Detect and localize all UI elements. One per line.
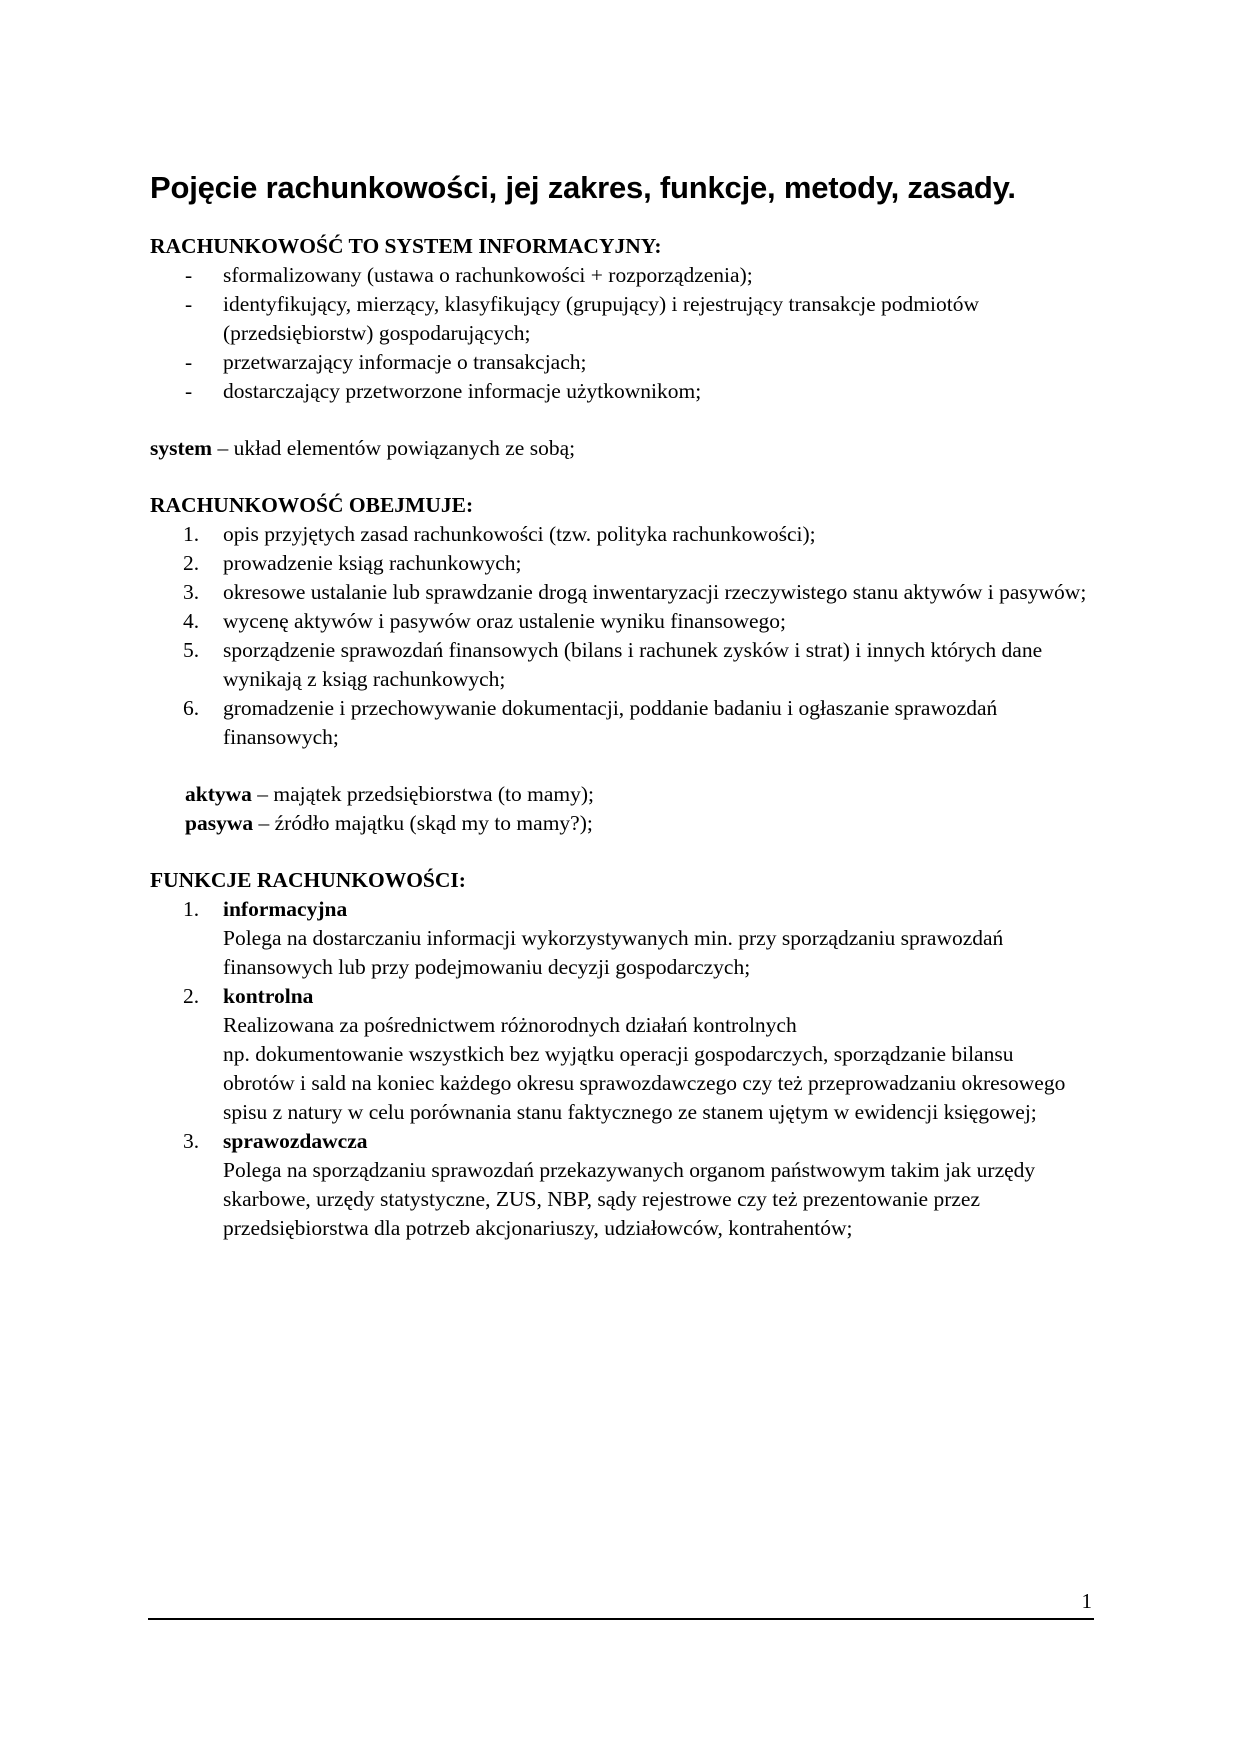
footer-divider [148, 1618, 1094, 1620]
document-body [150, 168, 1090, 1243]
function-description-line: Realizowana za pośrednictwem różnorodnych działań kontrolnych [223, 1013, 797, 1037]
function-description: Polega na dostarczaniu informacji wykorzystywanych min. przy sporządzaniu sprawozdań finansowych lub przy podejmowaniu decyzji gospodarczych; [223, 926, 1004, 979]
section-heading-functions: FUNKCJE RACHUNKOWOŚCI: [150, 868, 466, 892]
list-item: - identyfikujący, mierzący, klasyfikujący (grupujący) i rejestrujący transakcje podmiotów (przedsiębiorstw) gospodarujących; [185, 292, 979, 345]
function-name: informacyjna [223, 897, 348, 921]
list-item: 5. sporządzenie sprawozdań finansowych (bilans i rachunek zysków i strat) i innych których dane wynikają z ksiąg rachunkowych; [183, 638, 1043, 691]
list-item: 1. informacyjna Polega na dostarczaniu informacji wykorzystywanych min. przy sporządzaniu sprawozdań finansowych lub przy podejmowaniu decyzji gospodarczych; [183, 897, 1004, 979]
list-item: 3. sprawozdawcza Polega na sporządzaniu sprawozdań przekazywanych organom państwowym takim jak urzędy skarbowe, urzędy statystyczne, ZUS, NBP, sądy rejestrowe czy też prezentowanie przez przedsiębiorstwa dla potrzeb akcjonariuszy, udziałowców, kontrahentów; [183, 1129, 1036, 1240]
pasywa-definition: pasywa – źródło majątku (skąd my to mamy?); [185, 811, 593, 835]
function-description: np. dokumentowanie wszystkich bez wyjątku operacji gospodarczych, sporządzanie bilansu obrotów i sald na koniec każdego okresu sprawozdawczego czy też przeprowadzaniu okresowego spisu z natury w celu porównania stanu faktycznego ze stanem ujętym w ewidencji księgowej; [223, 1042, 1066, 1124]
function-name: sprawozdawcza [223, 1129, 368, 1153]
page-number: 1 [1081, 1589, 1092, 1613]
list-item: 1. opis przyjętych zasad rachunkowości (tzw. polityka rachunkowości); [183, 522, 816, 546]
aktywa-definition: aktywa – majątek przedsiębiorstwa (to mamy); [185, 782, 595, 806]
section-heading-scope: RACHUNKOWOŚĆ OBEJMUJE: [150, 493, 474, 517]
list-item: 4. wycenę aktywów i pasywów oraz ustalenie wyniku finansowego; [183, 609, 787, 633]
section-heading-system: RACHUNKOWOŚĆ TO SYSTEM INFORMACYJNY: [150, 234, 662, 258]
page-title: Pojęcie rachunkowości, jej zakres, funkcje, metody, zasady. [150, 170, 1016, 205]
list-item: - przetwarzający informacje o transakcjach; [185, 350, 587, 374]
list-item: - dostarczający przetworzone informacje użytkownikom; [185, 379, 702, 403]
list-item: 3. okresowe ustalanie lub sprawdzanie drogą inwentaryzacji rzeczywistego stanu aktywów i pasywów; [183, 580, 1087, 604]
system-definition: system – układ elementów powiązanych ze sobą; [150, 436, 576, 460]
function-name: kontrolna [223, 984, 314, 1008]
functions-list [150, 895, 1090, 1243]
scope-list [150, 520, 1090, 752]
list-item: 2. prowadzenie ksiąg rachunkowych; [183, 551, 522, 575]
list-item: - sformalizowany (ustawa o rachunkowości + rozporządzenia); [185, 263, 753, 287]
list-item: 2. kontrolna Realizowana za pośrednictwem różnorodnych działań kontrolnych np. dokumentowanie wszystkich bez wyjątku operacji gospodarczych, sporządzanie bilansu obrotów i sald na koniec każdego okresu sprawozdawczego czy też przeprowadzaniu okresowego spisu z natury w celu porównania stanu faktycznego ze stanem ujętym w ewidencji księgowej; [183, 984, 1066, 1124]
system-features-list [150, 261, 1090, 406]
function-description: Polega na sporządzaniu sprawozdań przekazywanych organom państwowym takim jak urzędy skarbowe, urzędy statystyczne, ZUS, NBP, sądy rejestrowe czy też prezentowanie przez przedsiębiorstwa dla potrzeb akcjonariuszy, udziałowców, kontrahentów; [223, 1158, 1036, 1240]
list-item: 6. gromadzenie i przechowywanie dokumentacji, poddanie badaniu i ogłaszanie sprawozdań finansowych; [183, 696, 998, 749]
